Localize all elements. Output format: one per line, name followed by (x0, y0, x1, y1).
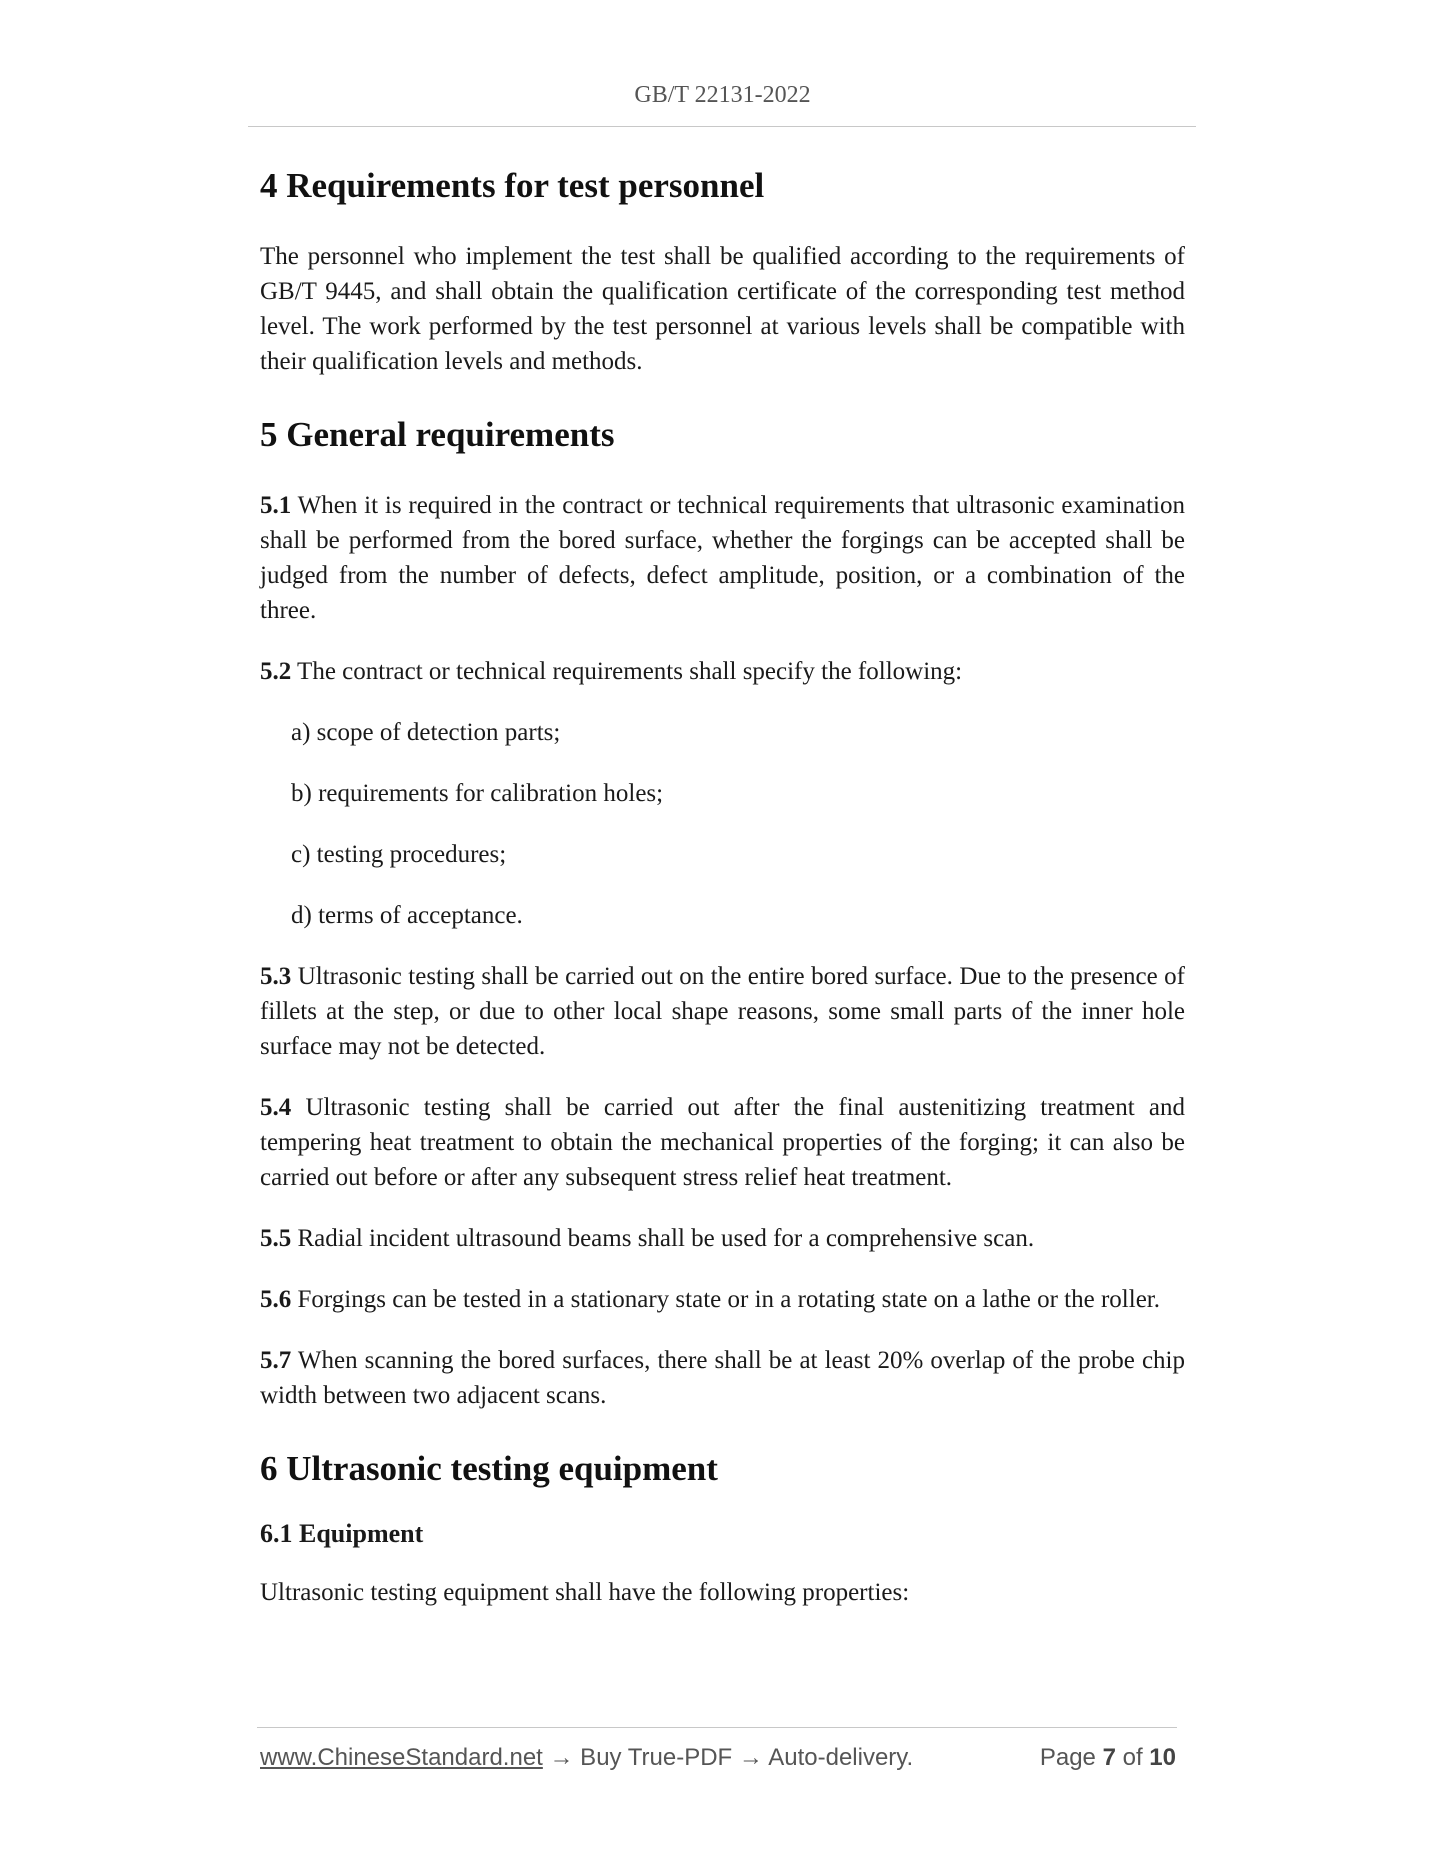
document-id-header: GB/T 22131-2022 (634, 82, 811, 108)
clause-number: 5.7 (260, 1347, 292, 1374)
footer-promo-text: → Buy True-PDF → Auto-delivery. (542, 1744, 914, 1771)
subsection-6-1-heading: 6.1 Equipment (260, 1519, 424, 1548)
clause-5-4 (260, 1090, 1185, 1195)
clause-text: When it is required in the contract or technical requirements that ultrasonic examination shall be performed from the bored surface, whether the forgings can be accepted shall be judged from the number of defects, defect amplitude, position, or a combination of the three. (260, 492, 1185, 624)
section-5-heading: 5 General requirements (260, 415, 615, 454)
clause-text: Radial incident ultrasound beams shall be used for a comprehensive scan. (291, 1225, 1035, 1252)
page-total: 10 (1149, 1744, 1176, 1771)
clause-5-7 (260, 1343, 1185, 1413)
clause-number: 5.6 (260, 1286, 292, 1313)
page-indicator (1040, 1744, 1176, 1772)
clause-5-3 (260, 959, 1185, 1064)
page-label: Page (1039, 1744, 1096, 1771)
list-item: c) testing procedures; (291, 841, 507, 868)
clause-number: 5.5 (260, 1225, 292, 1252)
list-item: d) terms of acceptance. (291, 902, 523, 929)
header-divider (248, 126, 1196, 127)
clause-5-1 (260, 488, 1185, 628)
footer-divider (257, 1727, 1177, 1728)
clause-text: Forgings can be tested in a stationary state or in a rotating state on a lathe or the roller. (291, 1286, 1160, 1313)
clause-text: Ultrasonic testing shall be carried out on the entire bored surface. Due to the presence of fillets at the step, or due to other local shape reasons, some small parts of the inner hole surface may not be detected. (260, 963, 1185, 1060)
page-content (260, 166, 1185, 1610)
page-current: 7 (1102, 1744, 1116, 1771)
clause-text: The contract or technical requirements shall specify the following: (291, 658, 963, 685)
section-6-heading: 6 Ultrasonic testing equipment (260, 1449, 718, 1488)
section-4-heading: 4 Requirements for test personnel (260, 166, 765, 205)
clause-5-2 (260, 654, 1185, 689)
clause-number: 5.1 (260, 492, 292, 519)
section-6-1-body: Ultrasonic testing equipment shall have the following properties: (260, 1579, 910, 1606)
clause-text: Ultrasonic testing shall be carried out after the final austenitizing treatment and tempering heat treatment to obtain the mechanical properties of the forging; it can also be carried out before or after any subsequent stress relief heat treatment. (260, 1094, 1185, 1191)
page-footer (260, 1744, 1176, 1772)
clause-5-6 (260, 1282, 1185, 1317)
list-item: a) scope of detection parts; (291, 719, 561, 746)
clause-number: 5.4 (260, 1094, 292, 1121)
clause-text: When scanning the bored surfaces, there shall be at least 20% overlap of the probe chip width between two adjacent scans. (260, 1347, 1185, 1409)
clause-number: 5.2 (260, 658, 292, 685)
website-link[interactable]: www.ChineseStandard.net (260, 1744, 543, 1771)
page-of-label: of (1122, 1744, 1143, 1771)
section-4-body: The personnel who implement the test shall be qualified according to the requirements of GB/T 9445, and shall obtain the qualification certificate of the corresponding test method level. The work performed by the test personnel at various levels shall be compatible with their qualification levels and methods. (260, 243, 1185, 375)
list-item: b) requirements for calibration holes; (291, 780, 664, 807)
clause-5-5 (260, 1221, 1185, 1256)
clause-number: 5.3 (260, 963, 292, 990)
